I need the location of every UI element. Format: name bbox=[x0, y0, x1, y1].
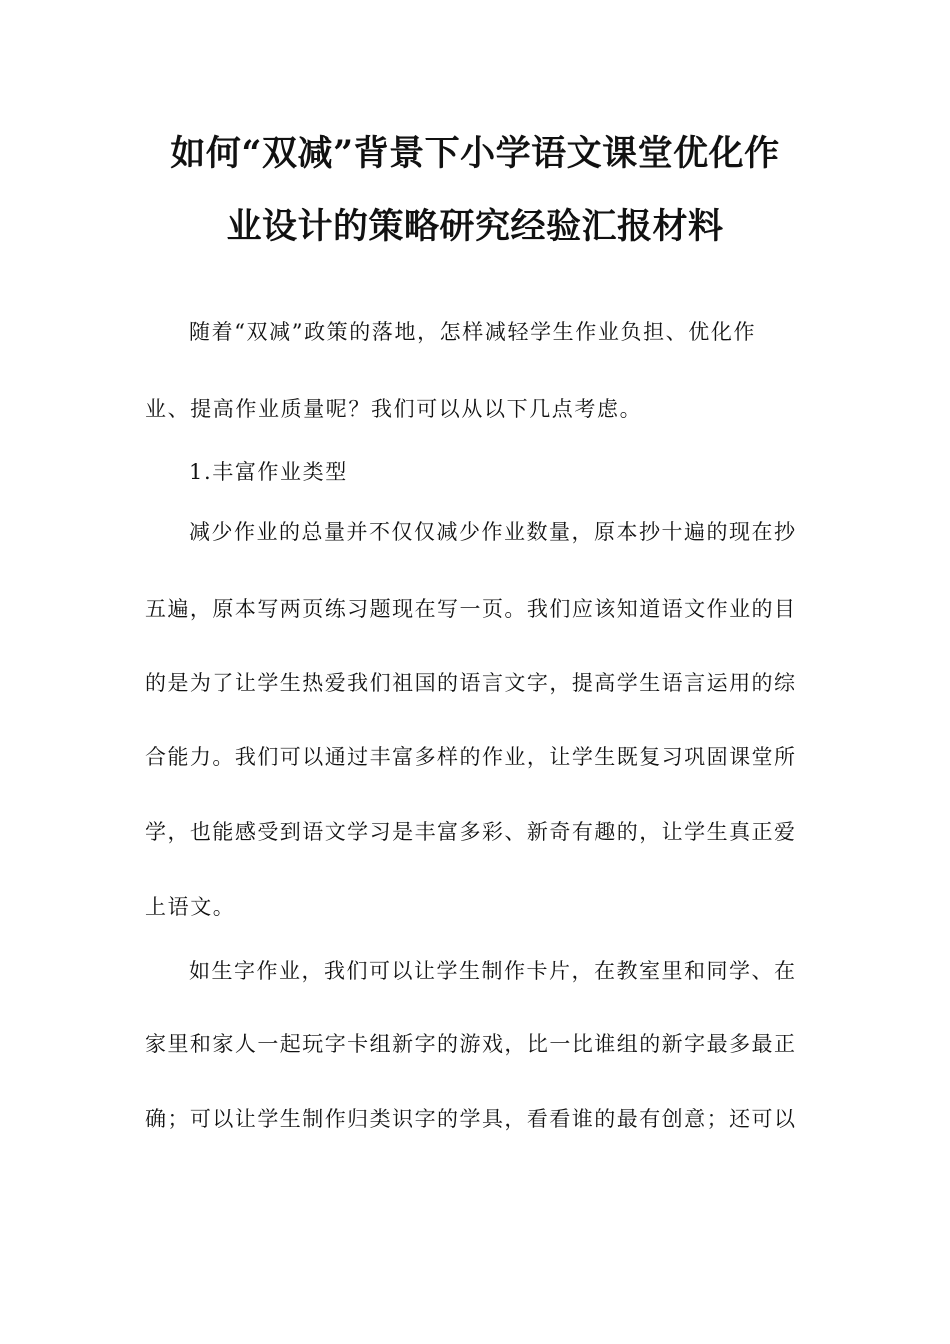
paragraph-line: 合能力。我们可以通过丰富多样的作业，让学生既复习巩固课堂所 bbox=[145, 745, 795, 769]
paragraph-line: 随着“双减”政策的落地，怎样减轻学生作业负担、优化作 bbox=[189, 320, 757, 344]
paragraph-line: 减少作业的总量并不仅仅减少作业数量，原本抄十遍的现在抄 bbox=[189, 520, 795, 544]
paragraph-line: 学，也能感受到语文学习是丰富多彩、新奇有趣的，让学生真正爱 bbox=[145, 820, 795, 844]
paragraph-line: 家里和家人一起玩字卡组新字的游戏，比一比谁组的新字最多最正 bbox=[145, 1032, 795, 1056]
paragraph-line: 业、提高作业质量呢？我们可以从以下几点考虑。 bbox=[145, 397, 643, 421]
paragraph-line: 确；可以让学生制作归类识字的学具，看看谁的最有创意；还可以 bbox=[145, 1107, 795, 1131]
section-heading: 1.丰富作业类型 bbox=[189, 460, 348, 484]
paragraph-line: 五遍，原本写两页练习题现在写一页。我们应该知道语文作业的目 bbox=[145, 597, 795, 621]
paragraph-line: 上语文。 bbox=[145, 895, 236, 919]
document-title-line-2: 业设计的策略研究经验汇报材料 bbox=[226, 206, 724, 247]
paragraph-line: 如生字作业，我们可以让学生制作卡片，在教室里和同学、在 bbox=[189, 959, 795, 983]
document-title-line-1: 如何“双减”背景下小学语文课堂优化作 bbox=[170, 133, 780, 174]
paragraph-line: 的是为了让学生热爱我们祖国的语言文字，提高学生语言运用的综 bbox=[145, 671, 795, 695]
